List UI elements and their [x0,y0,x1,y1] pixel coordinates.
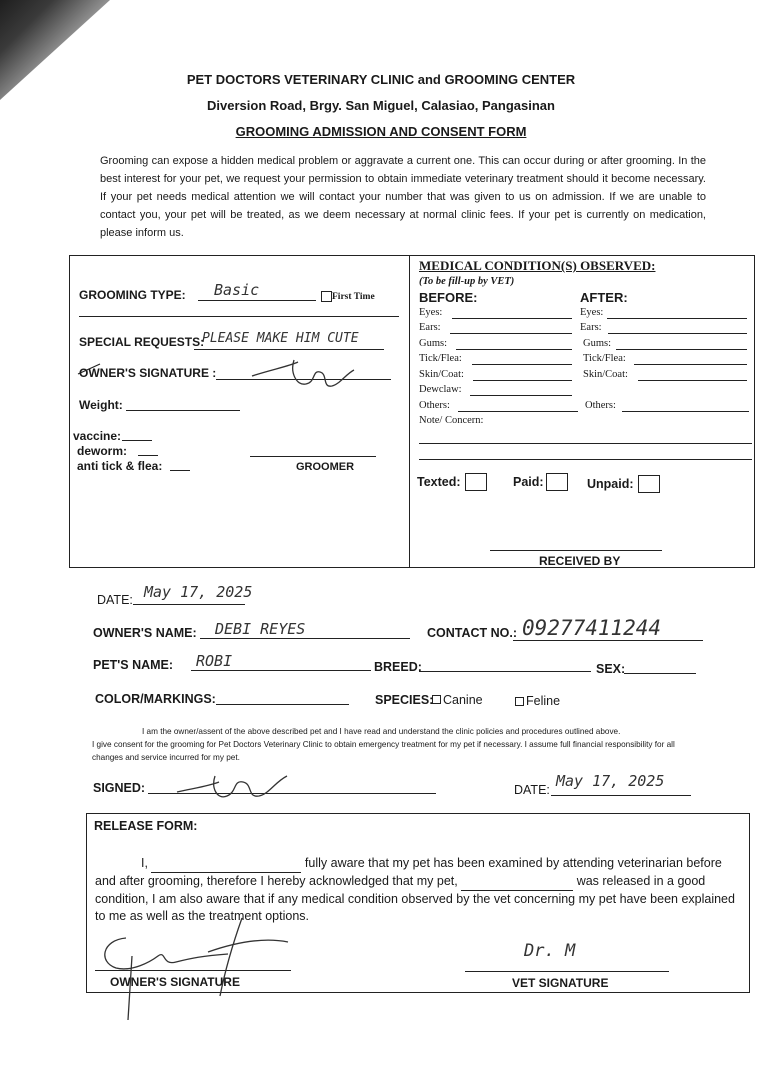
release-pet-blank[interactable] [461,873,573,891]
before-tick: Tick/Flea: [419,353,462,364]
feline-label: Feline [526,694,561,708]
breed-label: BREED: [374,660,422,674]
sex-label: SEX: [596,662,626,676]
before-dewclaw: Dewclaw: [419,384,462,395]
before-others-line [458,411,578,412]
vaccine-line [122,440,152,441]
date-value[interactable]: May 17, 2025 [144,583,253,601]
consent-paragraph-1: I am the owner/assent of the above described pet and I have read and understand the clinic policies and procedures outlined above. [142,727,621,736]
clinic-name: PET DOCTORS VETERINARY CLINIC and GROOMING CENTER [186,72,576,87]
release-text-a: I, [141,856,148,870]
after-tick-line [634,364,747,365]
weight-line [126,410,240,411]
release-owner-sig-label: OWNER'S SIGNATURE [110,975,240,989]
owner-name-value[interactable]: DEBI REYES [215,620,306,638]
date2-line [551,795,691,796]
after-eyes-line [607,318,747,319]
unpaid-checkbox[interactable] [638,475,660,493]
release-paragraph [95,855,745,925]
before-dewclaw-line [470,395,572,396]
after-skin: Skin/Coat: [583,369,628,380]
special-requests-value[interactable]: PLEASE MAKE HIM CUTE [202,331,359,346]
clinic-address: Diversion Road, Brgy. San Miguel, Calasiao, Pangasinan [207,98,555,113]
release-owner-signature-scribble-icon [92,916,292,1022]
before-others: Others: [419,400,450,411]
paid-label: Paid: [513,475,544,489]
vaccine-label: vaccine: [73,429,122,443]
date2-label: DATE: [514,783,550,797]
after-others: Others: [585,400,616,411]
before-ears-line [450,333,572,334]
medical-title: MEDICAL CONDITION(S) OBSERVED: [419,258,656,273]
date-label: DATE: [97,593,133,607]
owner-name-line [200,638,410,639]
paid-checkbox[interactable] [546,473,568,491]
medical-subtitle: (To be fill-up by VET) [419,276,515,287]
before-gums: Gums: [419,338,448,349]
after-others-line [622,411,749,412]
first-time-label: First Time [332,292,375,302]
signed-label: SIGNED: [93,781,146,795]
release-text-c: was released in a good condition, I am also aware that if any medical condition observed by the vet concerning my pet have been explained to me as well as the treatment options. [95,874,735,923]
pet-name-value[interactable]: ROBI [196,652,233,670]
first-time-checkbox[interactable] [321,291,332,302]
form-title: GROOMING ADMISSION AND CONSENT FORM [235,124,527,139]
before-skin-line [473,380,572,381]
note-line-2 [419,459,752,460]
release-name-blank[interactable] [151,855,301,873]
color-label: COLOR/MARKINGS: [95,692,216,706]
canine-label: Canine [443,693,483,707]
received-by-line [490,550,662,551]
release-text-b: fully aware that my pet has been examined by attending veterinarian before and after grooming, therefore I hereby acknowledged that my pet, [95,856,722,888]
feline-checkbox[interactable] [515,697,524,706]
note-line-1 [419,443,752,444]
contact-value[interactable]: 09277411244 [522,616,662,640]
consent-paragraph-2: I give consent for the grooming for Pet Doctors Veterinary Clinic to obtain emergency treatment for my pet if necessary. I assume full financial responsibility for all changes and service incurred for my pet. [92,740,675,762]
after-gums: Gums: [583,338,612,349]
after-gums-line [616,349,747,350]
weight-label: Weight: [79,398,123,412]
texted-label: Texted: [417,475,461,489]
pet-name-label: PET'S NAME: [93,658,174,672]
before-gums-line [456,349,572,350]
owner-signature-label: OWNER'S SIGNATURE : [79,366,217,380]
deworm-line [138,455,158,456]
color-line [216,704,349,705]
after-skin-line [638,380,747,381]
grooming-extra-line [79,316,399,317]
before-tick-line [472,364,572,365]
special-requests-label: SPECIAL REQUESTS: [79,335,205,349]
species-label: SPECIES: [375,693,434,707]
grooming-type-label: GROOMING TYPE: [79,288,186,302]
sex-line [624,673,696,674]
signed-signature-scribble-icon [175,770,295,806]
owner-name-label: OWNER'S NAME: [93,626,197,640]
antitick-label: anti tick & flea: [77,459,163,473]
before-skin: Skin/Coat: [419,369,464,380]
grooming-type-line [198,300,316,301]
before-eyes: Eyes: [419,307,443,318]
contact-line [513,640,703,641]
vet-initials[interactable]: Dr. M [524,941,576,961]
breed-line [419,671,591,672]
deworm-label: deworm: [77,444,128,458]
pet-name-line [191,670,371,671]
after-eyes: Eyes: [580,307,604,318]
vet-sig-line [465,971,669,972]
canine-checkbox[interactable] [432,695,441,704]
special-requests-line [194,349,384,350]
texted-checkbox[interactable] [465,473,487,491]
intro-paragraph: Grooming can expose a hidden medical problem or aggravate a current one. This can occur during or after grooming. In the best interest for your pet, we request your permission to obtain immediate veterinary treatment should it become necessary. If your pet needs medical attention we will contact your number that was given to us on admission. If we are unable to contact you, your pet will be treated, as we deem necessary at normal clinic fees. If your pet is currently on medication, please inform us. [100,155,706,239]
grooming-type-value[interactable]: Basic [214,281,260,299]
after-ears-line [608,333,747,334]
after-ears: Ears: [580,322,602,333]
release-title: RELEASE FORM: [94,819,198,833]
vet-sig-label: VET SIGNATURE [512,976,609,990]
contact-label: CONTACT NO.: [427,626,518,640]
before-ears: Ears: [419,322,441,333]
column-divider [409,255,410,568]
before-eyes-line [452,318,572,319]
strike-mark-icon [76,362,102,376]
after-tick: Tick/Flea: [583,353,626,364]
received-by-label: RECEIVED BY [539,554,621,568]
date-line [133,604,245,605]
owner-signature-scribble-icon [250,356,360,396]
after-heading: AFTER: [580,290,628,305]
groomer-label: GROOMER [296,461,355,473]
unpaid-label: Unpaid: [587,477,634,491]
date2-value[interactable]: May 17, 2025 [556,772,665,790]
before-heading: BEFORE: [419,290,478,305]
note-label: Note/ Concern: [419,415,484,426]
groomer-line [250,456,376,457]
antitick-line [170,470,190,471]
